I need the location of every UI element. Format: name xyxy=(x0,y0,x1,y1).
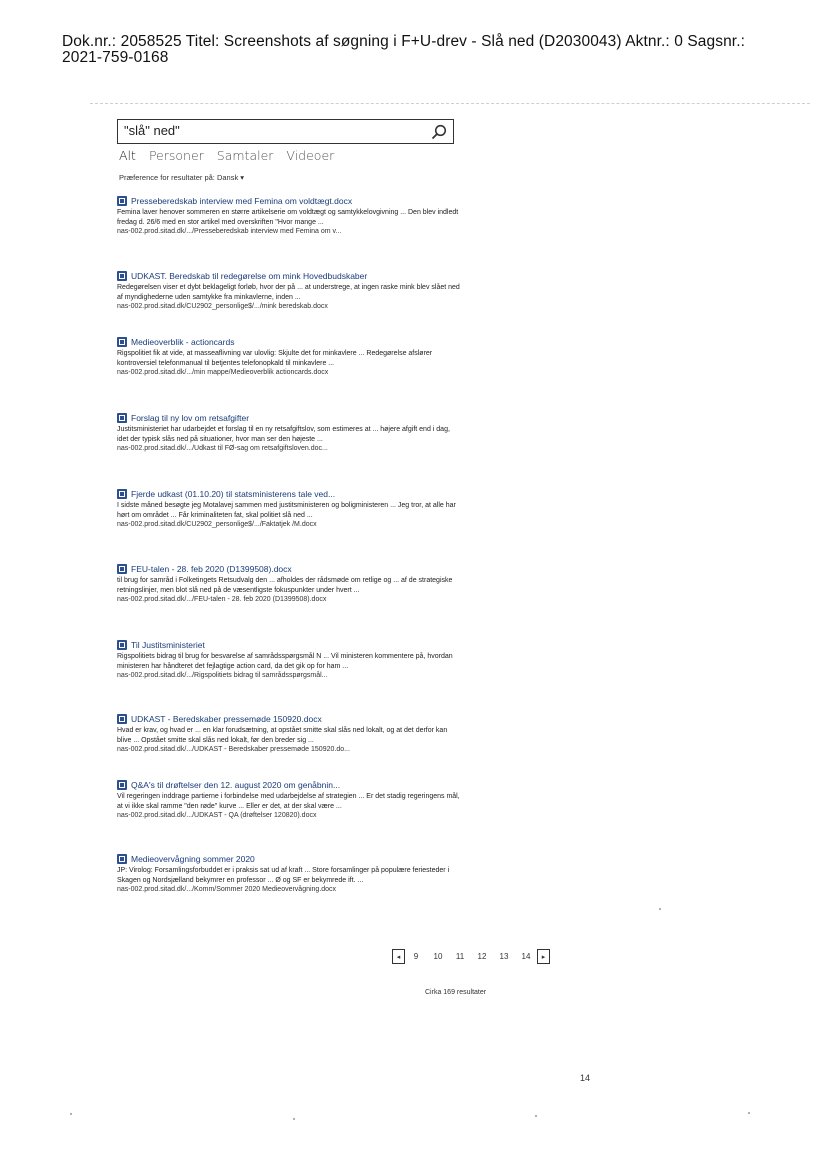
result-snippet: Rigspolitiet fik at vide, at masseaflivning var ulovlig: Skjulte det for minkavlere ... Redegørelse afslører kontroversiel telefonmanual til betjentes telefonopkald til minkavlere ... xyxy=(117,350,433,367)
scan-speck xyxy=(535,1115,537,1117)
result-title-text[interactable]: FEU-talen - 28. feb 2020 (D1399508).docx xyxy=(131,564,292,574)
result-count: Cirka 169 resultater xyxy=(425,989,487,996)
page-link[interactable]: 11 xyxy=(455,952,465,961)
result-url: nas-002.prod.sitad.dk/.../Komm/Sommer 2020 Medieovervågning.docx xyxy=(117,886,337,893)
scan-speck xyxy=(293,1118,295,1120)
result-title[interactable] xyxy=(117,271,462,281)
header-divider xyxy=(90,103,810,104)
page-link[interactable]: 9 xyxy=(413,952,419,961)
word-document-icon xyxy=(117,854,127,864)
word-document-icon xyxy=(117,196,127,206)
next-page-button[interactable]: ▸ xyxy=(537,949,550,964)
result-title-text[interactable]: UDKAST - Beredskaber pressemøde 150920.docx xyxy=(131,714,322,724)
tab-videoer[interactable]: Videoer xyxy=(286,148,335,163)
result-title[interactable] xyxy=(117,196,462,206)
result-snippet: Hvad er krav, og hvad er ... en klar forudsætning, at opstået smitte skal slås ned lokalt, og at det derfor kan blive ... Opstået smitte skal slås ned lokalt, før den breder sig ... xyxy=(117,727,448,744)
search-input[interactable] xyxy=(117,119,454,144)
word-document-icon xyxy=(117,564,127,574)
tab-personer[interactable]: Personer xyxy=(148,148,204,163)
result-url: nas-002.prod.sitad.dk/.../UDKAST - QA (drøftelser 120820).docx xyxy=(117,812,317,819)
document-header xyxy=(62,34,792,66)
list-item xyxy=(117,413,462,452)
header-line-2: 2021-759-0168 xyxy=(62,49,169,66)
result-snippet: Femina laver henover sommeren en større artikelserie om voldtægt og samtykkelovgivning ... Den blev indledt fredag d. 26/6 med en stor artikel med overskriften "Hvor mange ... xyxy=(117,209,459,226)
word-document-icon xyxy=(117,413,127,423)
tab-alt[interactable]: Alt xyxy=(119,148,136,163)
word-document-icon xyxy=(117,337,127,347)
result-snippet: JP: Virolog: Forsamlingsforbuddet er i praksis sat ud af kraft ... Store forsamlinger på populære feriesteder i Skagen og Nordsjælland bekymrer en professor ... Ø og SF er bekymrede ift. ... xyxy=(117,867,450,884)
word-document-icon xyxy=(117,780,127,790)
result-title-text[interactable]: Medieovervågning sommer 2020 xyxy=(131,854,255,864)
result-title-text[interactable]: Forslag til ny lov om retsafgifter xyxy=(131,413,250,423)
result-title[interactable] xyxy=(117,854,462,864)
result-title-text[interactable]: Q&A's til drøftelser den 12. august 2020 om genåbnin... xyxy=(131,780,341,790)
result-snippet: Redegørelsen viser et dybt beklageligt forløb, hvor der på ... at understrege, at ingen raske mink blev slået ned af myndighederne uden samtykke fra minkavlerne, inden ... xyxy=(117,284,460,301)
result-title[interactable] xyxy=(117,337,462,347)
result-snippet: Rigspolitiets bidrag til brug for besvarelse af samrådsspørgsmål N ... Vil ministeren kommentere på, hvordan ministeren har håndteret det fejlagtige action card, da det gik op for ham ... xyxy=(117,653,453,670)
list-item xyxy=(117,780,462,819)
result-title[interactable] xyxy=(117,714,462,724)
list-item xyxy=(117,196,462,235)
result-title-text[interactable]: Medieoverblik - actioncards xyxy=(131,337,235,347)
search-tabs xyxy=(119,148,334,163)
scan-speck xyxy=(748,1112,750,1114)
list-item xyxy=(117,854,462,893)
result-url: nas-002.prod.sitad.dk/CU2902_personlige$/.../mink beredskab.docx xyxy=(117,303,328,310)
list-item xyxy=(117,714,462,753)
scan-speck xyxy=(659,908,661,910)
result-url: nas-002.prod.sitad.dk/CU2902_personlige$/.../Faktatjek /M.docx xyxy=(117,521,317,528)
result-title[interactable] xyxy=(117,564,462,574)
page-number: 14 xyxy=(580,1073,591,1083)
word-document-icon xyxy=(117,714,127,724)
search-query[interactable]: "slå" ned" xyxy=(124,123,180,138)
tab-samtaler[interactable]: Samtaler xyxy=(216,148,274,163)
result-url: nas-002.prod.sitad.dk/.../Rigspolitiets bidrag til samrådsspørgsmål... xyxy=(117,672,328,679)
list-item xyxy=(117,271,462,310)
list-item xyxy=(117,564,462,603)
result-url: nas-002.prod.sitad.dk/.../Presseberedskab interview med Femina om v... xyxy=(117,228,342,235)
result-snippet: I sidste måned besøgte jeg Motalavej sammen med justitsministeren og boligministeren ... Jeg tror, at alle har hørt om området ... Får kriminaliteten fat, skal politiet slå ned ... xyxy=(117,502,456,519)
result-url: nas-002.prod.sitad.dk/.../UDKAST - Beredskaber pressemøde 150920.do... xyxy=(117,746,350,753)
header-line-1: Dok.nr.: 2058525 Titel: Screenshots af søgning i F+U-drev - Slå ned (D2030043) Aktnr.: 0 Sagsnr.: xyxy=(62,33,746,50)
result-title-text[interactable]: UDKAST. Beredskab til redegørelse om mink Hovedbudskaber xyxy=(131,271,368,281)
result-snippet: Justitsministeriet har udarbejdet et forslag til en ny retsafgiftslov, som estimeres at ... højere afgift end i dag, idet der typisk slås ned på situationer, hvor man ser den højeste ... xyxy=(117,426,450,443)
result-title[interactable] xyxy=(117,780,462,790)
word-document-icon xyxy=(117,271,127,281)
result-title-text[interactable]: Fjerde udkast (01.10.20) til statsministerens tale ved... xyxy=(131,489,336,499)
result-title[interactable] xyxy=(117,489,462,499)
word-document-icon xyxy=(117,489,127,499)
result-snippet: til brug for samråd i Folketingets Retsudvalg den ... afholdes der rådsmøde om retlige og ... af de strategiske retningslinjer, men blot slå ned på de væsentligste fokuspunkter under hvert ... xyxy=(117,577,453,594)
page-link[interactable]: 10 xyxy=(433,952,443,961)
result-url: nas-002.prod.sitad.dk/.../FEU-talen - 28. feb 2020 (D1399508).docx xyxy=(117,596,327,603)
result-title[interactable] xyxy=(117,413,462,423)
list-item xyxy=(117,337,462,376)
page-link[interactable]: 14 xyxy=(521,952,531,961)
result-title-text[interactable]: Presseberedskab interview med Femina om voldtægt.docx xyxy=(131,196,353,206)
result-url: nas-002.prod.sitad.dk/.../min mappe/Medieoverblik actioncards.docx xyxy=(117,369,329,376)
result-title[interactable] xyxy=(117,640,462,650)
word-document-icon xyxy=(117,640,127,650)
prev-page-button[interactable]: ◂ xyxy=(392,949,405,964)
result-snippet: Vil regeringen inddrage partierne i forbindelse med udarbejdelse af strategien ... Er det stadig regeringens mål, at vi ikke skal ramme "den røde" kurve ... Eller er det, at der skal være ... xyxy=(117,793,460,810)
language-preference[interactable]: Præference for resultater på: Dansk ▾ xyxy=(119,173,245,182)
pagination xyxy=(392,949,550,964)
page-link[interactable]: 12 xyxy=(477,952,487,961)
result-url: nas-002.prod.sitad.dk/.../Udkast til FØ-sag om retsafgiftsloven.doc... xyxy=(117,445,328,452)
list-item xyxy=(117,489,462,528)
scan-speck xyxy=(70,1113,72,1115)
page-link[interactable]: 13 xyxy=(499,952,509,961)
result-title-text[interactable]: Til Justitsministeriet xyxy=(131,640,205,650)
list-item xyxy=(117,640,462,679)
search-icon[interactable] xyxy=(431,124,447,140)
